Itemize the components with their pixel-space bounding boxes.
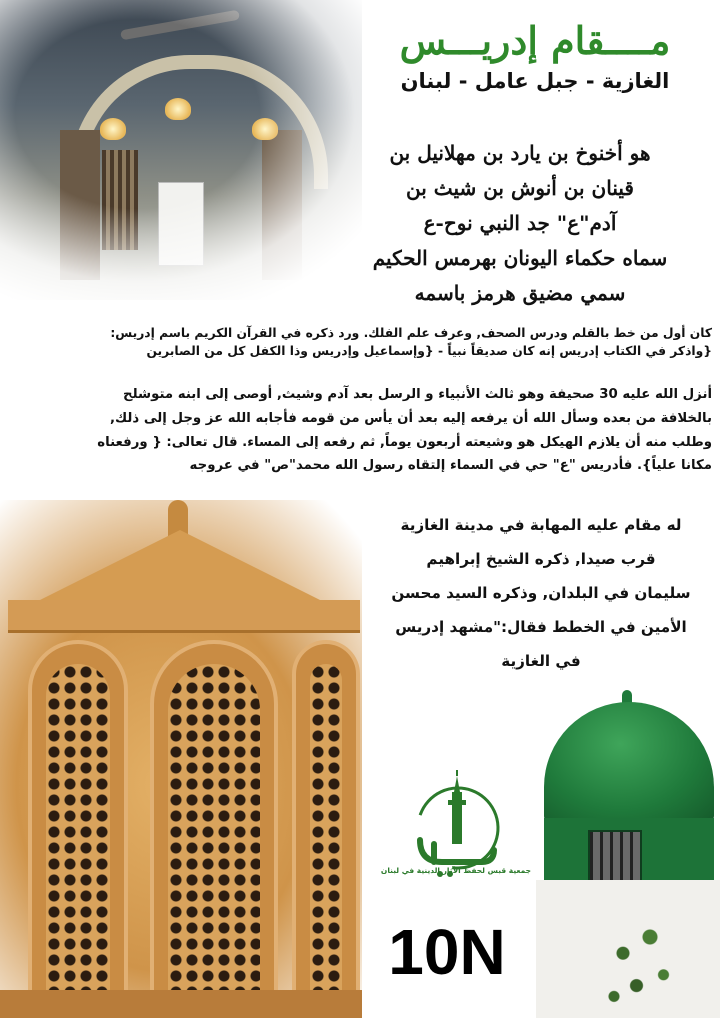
intro-line: قينان بن أنوش بن شيث بن: [406, 176, 634, 200]
paragraph-line: سليمان في البلدان, وذكره السيد محسن: [391, 584, 691, 602]
intro-line: آدم"ع" جد النبي نوح-ع: [423, 211, 617, 235]
shrine-roof: [40, 530, 320, 600]
intro-line: هو أخنوخ بن يارد بن مهلانيل بن: [389, 141, 651, 165]
paragraph-line: قرب صيدا, ذكره الشيخ إبراهيم: [426, 550, 656, 568]
paragraph-line: كان أول من خط بالقلم ودرس الصحف, وعرف علم الفلك. ورد ذكره في القرآن الكريم باسم إدريس:: [110, 326, 712, 340]
location-subtitle: الغازية - جبل عامل - لبنان: [400, 69, 670, 93]
quran-paragraph: [8, 324, 712, 360]
paragraph-line: الأمين في الخطط فقال:"مشهد إدريس: [395, 618, 687, 636]
green-dome-photo: [536, 690, 720, 1018]
paragraph-line: {واذكر في الكتاب إدريس إنه كان صديقاً نبياً - {وإسماعيل وإدريس وذا الكفل كل من الصابرين: [146, 344, 712, 358]
wooden-shrine-photo: [0, 500, 362, 1018]
dome-window: [588, 830, 642, 882]
genealogy-block: [330, 136, 710, 311]
logo-caption: جمعية قبس لحفظ الآثار الدينية في لبنان: [380, 866, 532, 875]
paragraph-line: له مقام عليه المهابة في مدينة الغازية: [400, 516, 682, 534]
paragraph-line: مكانا علياً}. فأدريس "ع" حي في السماء إلتقاه رسول الله محمد"ص" في عروجه: [189, 458, 712, 474]
intro-line: سماه حكماء اليونان بهرمس الحكيم: [372, 246, 668, 270]
paragraph-line: أنزل الله عليه 30 صحيفة وهو ثالث الأنبياء و الرسل بعد آدم وشيث, أوصى إلى ابنه متوشلح: [123, 387, 712, 402]
shrine-panel-center: [150, 640, 278, 1018]
mosque-interior-photo: [0, 0, 362, 300]
plant: [596, 910, 686, 1018]
shrine-panel-left: [28, 640, 128, 1018]
shrine-top-band: [8, 600, 360, 633]
shrine-panel-right: [292, 640, 360, 1018]
green-dome: [544, 702, 714, 822]
paragraph-line: في الغازية: [501, 652, 581, 670]
shrine-base: [0, 990, 362, 1018]
paragraph-line: وطلب منه أن يلازم الهيكل هو وشيعته أربعون يوماً, ثم رفعه إلى المساء. قال تعالى: { ورفعناه: [97, 434, 712, 450]
reference-code: 10N: [388, 916, 506, 988]
shrine-location-paragraph: [376, 508, 706, 678]
page-title: مــــقام إدريـــس: [399, 18, 671, 63]
photo-fade: [0, 0, 362, 300]
history-paragraph: [8, 383, 712, 478]
paragraph-line: بالخلافة من بعده وسأل الله أن يرفعه إليه بعد أن يأس من قومه فأجابه الله عز وجل إلى ذلك,: [109, 410, 712, 426]
intro-line: سمي مضيق هرمز باسمه: [414, 281, 626, 305]
